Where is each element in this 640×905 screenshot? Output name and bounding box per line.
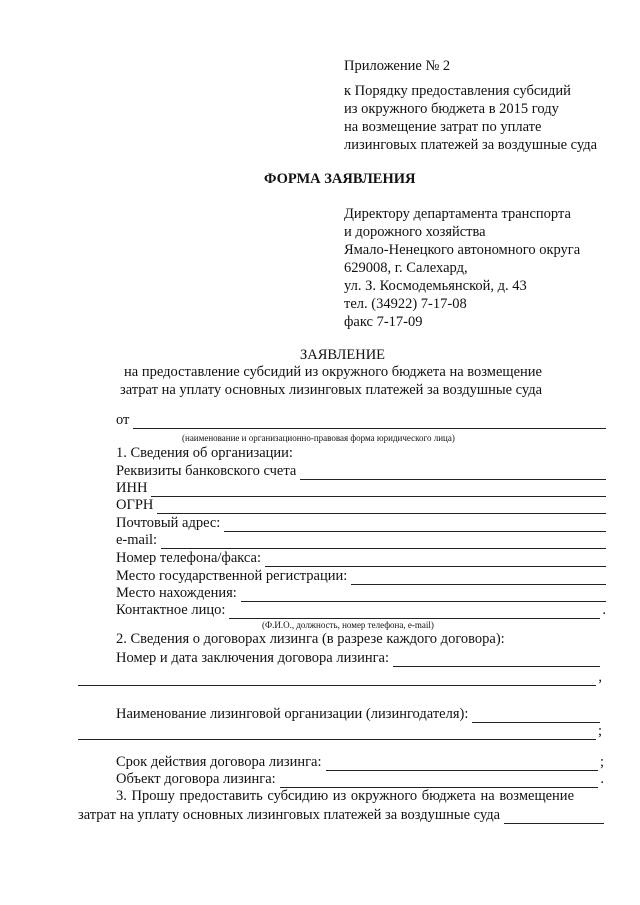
email-field[interactable] (116, 530, 606, 549)
addressee-line-6: тел. (34922) 7-17-08 (344, 296, 467, 312)
location-label: Место нахождения: (116, 585, 237, 601)
lessor-label: Наименование лизинговой организации (лизингодателя): (116, 706, 469, 722)
contract-number-label: Номер и дата заключения договора лизинга: (116, 650, 390, 666)
bank-account-label: Реквизиты банковского счета (116, 463, 297, 479)
contact-person-label: Контактное лицо: (116, 602, 226, 618)
contract-number-continuation[interactable] (78, 667, 602, 686)
statement-subtitle-line-1: на предоставление субсидий из окружного бюджета на возмещение (124, 364, 542, 380)
ogrn-label: ОГРН (116, 497, 154, 513)
contract-number-field[interactable] (116, 648, 600, 667)
lease-object-label: Объект договора лизинга: (116, 771, 276, 787)
phone-fax-label: Номер телефона/факса: (116, 550, 262, 566)
lessor-semicolon: ; (597, 723, 602, 739)
addressee-line-7: факс 7-17-09 (344, 314, 423, 330)
from-label: от (116, 412, 130, 428)
section-3-line-2[interactable] (78, 805, 604, 824)
section-3-line-2-text: затрат на уплату основных лизинговых платежей за воздушные суда (78, 807, 501, 823)
lease-object-blank-line[interactable] (280, 773, 599, 788)
section-1-heading: 1. Сведения об организации: (116, 445, 293, 461)
contract-number-blank-line[interactable] (393, 652, 600, 667)
addressee-line-5: ул. З. Космодемьянской, д. 43 (344, 278, 527, 294)
statement-title: ЗАЯВЛЕНИЕ (300, 347, 386, 363)
ogrn-field[interactable] (116, 495, 606, 514)
order-reference-line-3: на возмещение затрат по уплате (344, 119, 542, 135)
statement-subtitle-line-2: затрат на уплату основных лизинговых платежей за воздушные суда (120, 382, 543, 398)
ogrn-blank-line[interactable] (157, 499, 606, 514)
phone-fax-blank-line[interactable] (265, 552, 606, 567)
lease-term-label: Срок действия договора лизинга: (116, 754, 322, 770)
lease-object-field[interactable] (116, 769, 604, 788)
phone-fax-field[interactable] (116, 548, 606, 567)
appendix-number: Приложение № 2 (344, 58, 451, 74)
email-blank-line[interactable] (161, 534, 606, 549)
inn-label: ИНН (116, 480, 148, 496)
lease-term-semicolon: ; (599, 754, 604, 770)
lease-object-dot: . (600, 771, 604, 787)
order-reference-line-4: лизинговых платежей за воздушные суда (344, 137, 598, 153)
lessor-continuation-line[interactable] (78, 725, 596, 740)
contract-number-continuation-line[interactable] (78, 671, 596, 686)
lessor-continuation[interactable] (78, 721, 602, 740)
addressee-line-3: Ямало-Ненецкого автономного округа (344, 242, 581, 258)
addressee-line-4: 629008, г. Салехард, (344, 260, 468, 276)
form-title: ФОРМА ЗАЯВЛЕНИЯ (264, 171, 416, 187)
from-blank-line[interactable] (133, 414, 606, 429)
order-reference-line-1: к Порядку предоставления субсидий (344, 83, 571, 99)
addressee-line-1: Директору департамента транспорта (344, 206, 571, 222)
order-reference-line-2: из окружного бюджета в 2015 году (344, 101, 559, 117)
from-field[interactable] (116, 410, 606, 429)
contract-number-comma: , (598, 669, 602, 685)
from-hint: (наименование и организационно-правовая форма юридического лица) (182, 433, 455, 443)
addressee-line-2: и дорожного хозяйства (344, 224, 486, 240)
contact-person-end-dot: . (602, 602, 606, 618)
registration-place-label: Место государственной регистрации: (116, 568, 348, 584)
email-label: e-mail: (116, 532, 158, 548)
postal-address-label: Почтовый адрес: (116, 515, 221, 531)
contact-person-blank-line[interactable] (229, 604, 600, 619)
section-3-line-1: 3. Прошу предоставить субсидию из окружного бюджета на возмещение (116, 788, 575, 804)
contact-person-field[interactable] (116, 600, 606, 619)
section-2-heading: 2. Сведения о договорах лизинга (в разрезе каждого договора): (116, 631, 505, 647)
section-3-amount-blank-line[interactable] (504, 809, 604, 824)
contact-person-hint: (Ф.И.О., должность, номер телефона, e-mail) (262, 620, 434, 630)
